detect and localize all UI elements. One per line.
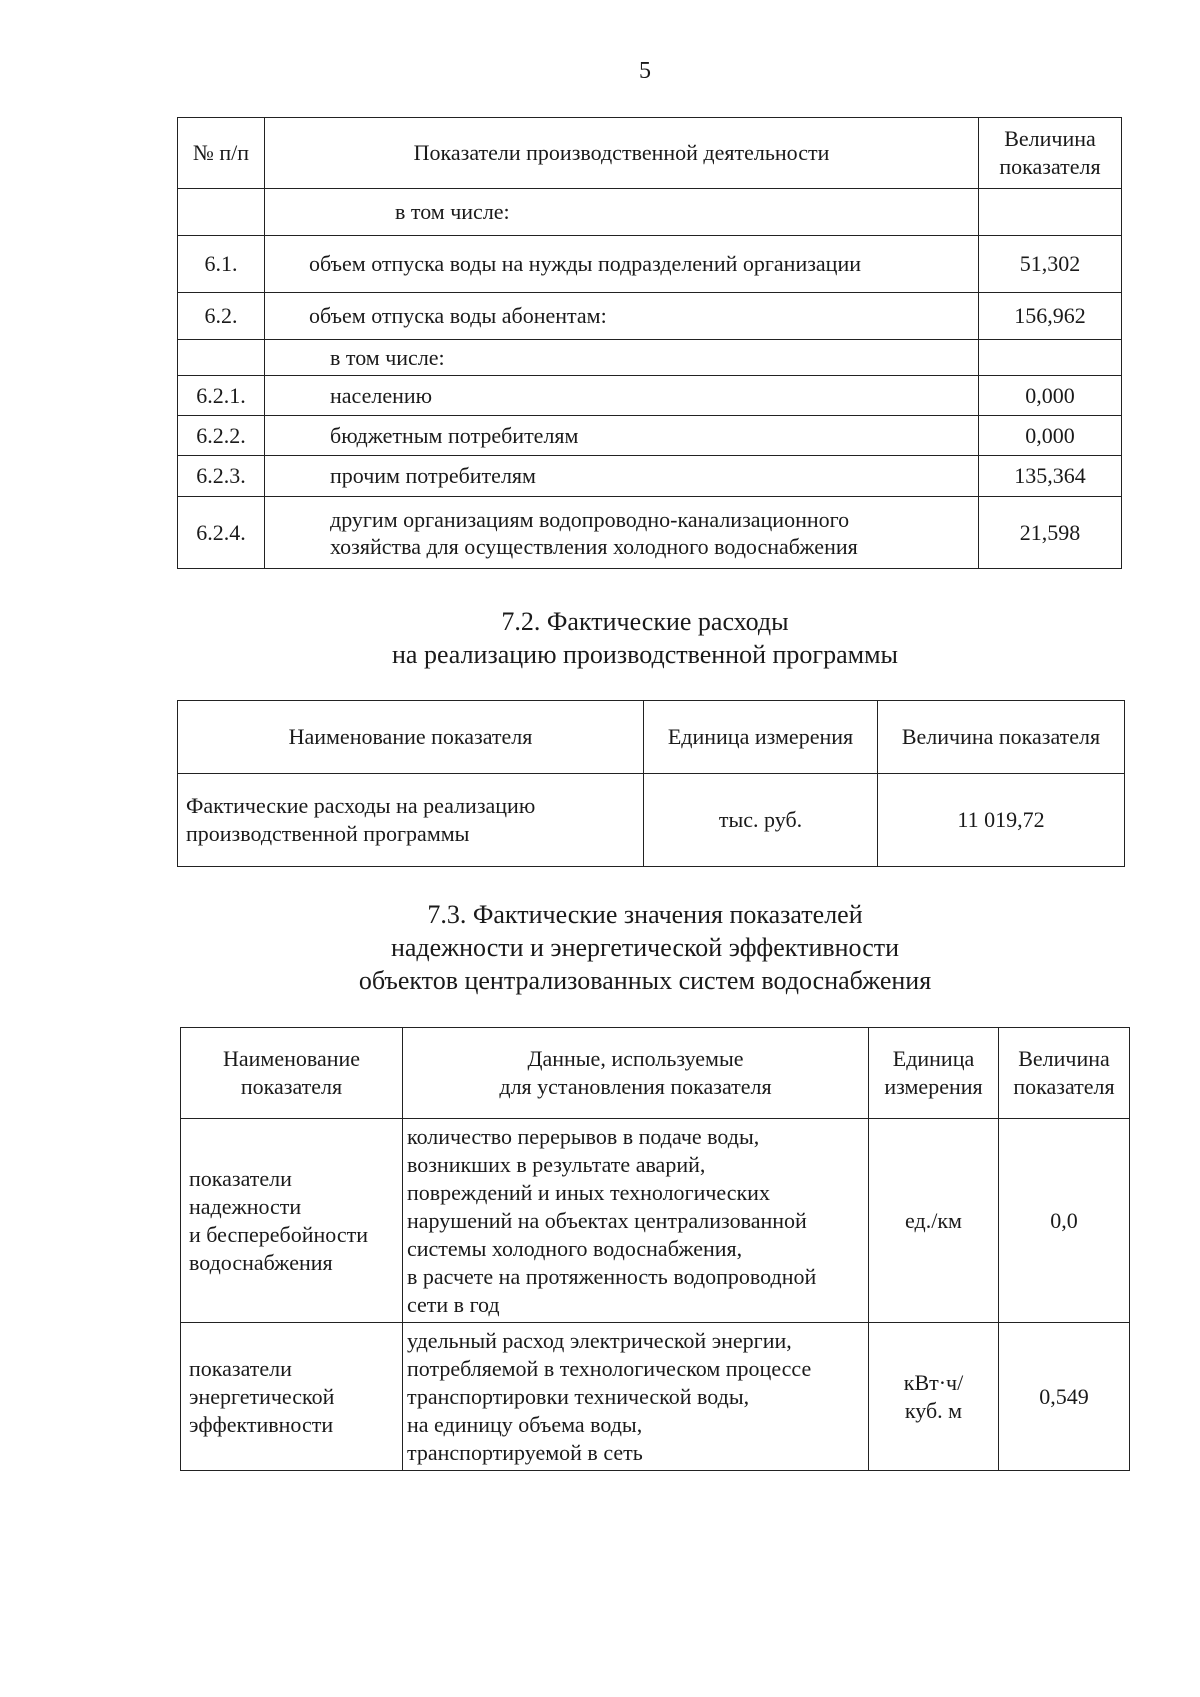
row-data-line: на единицу объема воды, [407,1411,643,1437]
row-unit [869,1323,999,1471]
row-name [178,774,644,867]
row-value: 0,549 [999,1323,1130,1471]
row-data-line: сети в год [407,1291,500,1317]
table-row [178,340,1122,376]
actual-costs-table [177,700,1125,867]
row-unit-line: ед./км [905,1207,962,1233]
row-name-line: Фактические расходы на реализацию [186,793,536,818]
table-row [178,189,1122,236]
row-value [979,340,1122,376]
header-line: для установления показателя [499,1074,772,1099]
table-row [178,236,1122,293]
row-value: 0,000 [979,376,1122,416]
row-number: 6.2.4. [178,497,265,569]
row-data-line: транспортируемой в сеть [407,1439,643,1465]
row-number: 6.2.1. [178,376,265,416]
row-name-line: показатели [189,1355,292,1381]
section-title-line: 7.2. Фактические расходы [501,607,789,636]
header-line: показателя [1013,1074,1115,1099]
section-title-line: 7.3. Фактические значения показателей [427,900,863,929]
row-name-line: показатели [189,1165,292,1191]
production-activity-table [177,117,1122,569]
table-row [178,376,1122,416]
column-header-value-text: Величина показателя [999,126,1101,179]
row-data-line: удельный расход электрической энергии, [407,1327,792,1353]
table-header-row [181,1028,1130,1119]
row-data [403,1323,869,1471]
column-header-value: Величина показателя [878,701,1125,774]
section-title-7-2 [0,605,1200,671]
table-header-row [178,701,1125,774]
table-row [178,774,1125,867]
column-header-indicator: Показатели производственной деятельности [265,118,979,189]
row-value: 156,962 [979,293,1122,340]
header-line: Данные, используемые [527,1046,744,1071]
row-data-line: транспортировки технической воды, [407,1383,750,1409]
row-number: 6.1. [178,236,265,293]
row-value: 0,000 [979,416,1122,456]
row-label: прочим потребителям [265,456,979,497]
section-title-line: надежности и энергетической эффективности [390,933,900,962]
row-data-line: повреждений и иных технологических [407,1179,770,1205]
row-label: в том числе: [265,340,979,376]
row-number: 6.2.3. [178,456,265,497]
header-line: Величина [1018,1046,1110,1071]
section-title-line: на реализацию производственной программы [391,640,898,669]
table-row [178,456,1122,497]
column-header-value [999,1028,1130,1119]
row-data-line: потребляемой в технологическом процессе [407,1355,812,1381]
row-label: в том числе: [265,189,979,236]
row-number [178,340,265,376]
section-title-7-3 [0,898,1200,997]
column-header-name [181,1028,403,1119]
row-unit: тыс. руб. [644,774,878,867]
row-number: 6.2.2. [178,416,265,456]
header-line: Наименование [222,1046,361,1071]
row-unit-line: кВт·ч/ [903,1369,964,1395]
header-line: показателя [240,1074,343,1099]
row-data-line: нарушений на объектах централизованной [407,1207,807,1233]
row-name [181,1119,403,1323]
row-number [178,189,265,236]
row-data-line: в расчете на протяженность водопроводной [407,1263,817,1289]
row-label: объем отпуска воды на нужды подразделений организации [265,236,979,293]
row-name [181,1323,403,1471]
row-data [403,1119,869,1323]
row-value [979,189,1122,236]
row-name-line: производственной программы [186,821,470,846]
row-name-line: энергетической [189,1383,335,1409]
table-row [181,1323,1130,1471]
table-row [178,497,1122,569]
reliability-efficiency-table [180,1027,1130,1471]
section-title-line: объектов централизованных систем водоснабжения [358,966,932,995]
row-value: 51,302 [979,236,1122,293]
row-data-line: возникших в результате аварий, [407,1151,706,1177]
row-label [265,497,979,569]
row-value: 11 019,72 [878,774,1125,867]
row-label-line: хозяйства для осуществления холодного водоснабжения [330,533,858,559]
column-header-unit [869,1028,999,1119]
row-value: 0,0 [999,1119,1130,1323]
row-value: 135,364 [979,456,1122,497]
row-unit [869,1119,999,1323]
row-label: бюджетным потребителям [265,416,979,456]
column-header-number: № п/п [178,118,265,189]
row-label: населению [265,376,979,416]
table-row [178,416,1122,456]
row-label-line: другим организациям водопроводно-канализационного [330,506,850,532]
table-row [181,1119,1130,1323]
row-data-line: количество перерывов в подаче воды, [407,1123,760,1149]
row-unit-line: куб. м [904,1397,963,1423]
row-name-line: водоснабжения [189,1249,333,1275]
row-name-line: и бесперебойности [189,1221,368,1247]
column-header-data [403,1028,869,1119]
column-header-value [979,118,1122,189]
row-number: 6.2. [178,293,265,340]
row-label: объем отпуска воды абонентам: [265,293,979,340]
header-line: Единица [892,1046,975,1071]
column-header-name: Наименование показателя [178,701,644,774]
row-data-line: системы холодного водоснабжения, [407,1235,743,1261]
row-name-line: эффективности [189,1411,334,1437]
page-number: 5 [639,58,651,84]
row-name-line: надежности [189,1193,302,1219]
table-row [178,293,1122,340]
row-value: 21,598 [979,497,1122,569]
table-header-row [178,118,1122,189]
header-line: измерения [884,1074,983,1099]
column-header-unit: Единица измерения [644,701,878,774]
